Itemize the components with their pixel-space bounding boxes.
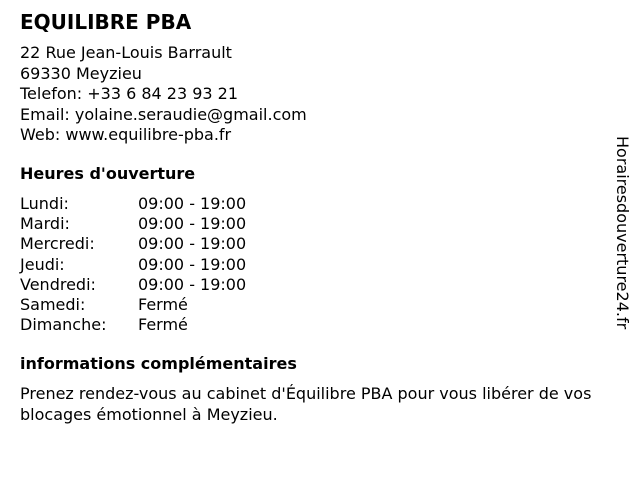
address-street: 22 Rue Jean-Louis Barrault xyxy=(20,43,232,62)
day-label: Samedi: xyxy=(20,295,86,315)
info-description: Prenez rendez-vous au cabinet d'Équilibre PBA pour vous libérer de vos blocages émotionnel à Meyzieu. xyxy=(20,384,592,424)
hours-row-monday xyxy=(20,194,246,214)
day-label: Mercredi: xyxy=(20,234,95,254)
web-line: Web: www.equilibre-pba.fr xyxy=(20,125,232,144)
time-value: 09:00 - 19:00 xyxy=(138,254,247,274)
hours-row-friday xyxy=(20,275,246,295)
opening-hours-list xyxy=(20,194,246,335)
day-label: Dimanche: xyxy=(20,315,107,335)
time-value: 09:00 - 19:00 xyxy=(138,274,247,294)
hours-row-thursday xyxy=(20,255,246,275)
site-brand-vertical: Horairesdouverture24.fr xyxy=(613,136,632,330)
day-label: Lundi: xyxy=(20,194,69,213)
day-label: Jeudi: xyxy=(20,254,65,274)
time-value: Fermé xyxy=(138,295,188,315)
time-value: 09:00 - 19:00 xyxy=(138,234,247,254)
hours-row-tuesday xyxy=(20,214,246,234)
time-value: 09:00 - 19:00 xyxy=(138,214,247,234)
email-line: Email: yolaine.seraudie@gmail.com xyxy=(20,104,307,124)
time-value: Fermé xyxy=(138,315,188,335)
day-label: Mardi: xyxy=(20,214,70,234)
hours-row-sunday xyxy=(20,315,246,335)
hours-row-saturday xyxy=(20,295,246,315)
info-heading: informations complémentaires xyxy=(20,354,297,373)
phone-line: Telefon: +33 6 84 23 93 21 xyxy=(20,84,239,103)
contact-block xyxy=(20,43,307,146)
hours-row-wednesday xyxy=(20,234,246,254)
day-label: Vendredi: xyxy=(20,274,96,294)
address-city: 69330 Meyzieu xyxy=(20,63,142,83)
hours-heading: Heures d'ouverture xyxy=(20,164,196,183)
business-name: EQUILIBRE PBA xyxy=(20,10,192,34)
time-value: 09:00 - 19:00 xyxy=(138,194,247,213)
